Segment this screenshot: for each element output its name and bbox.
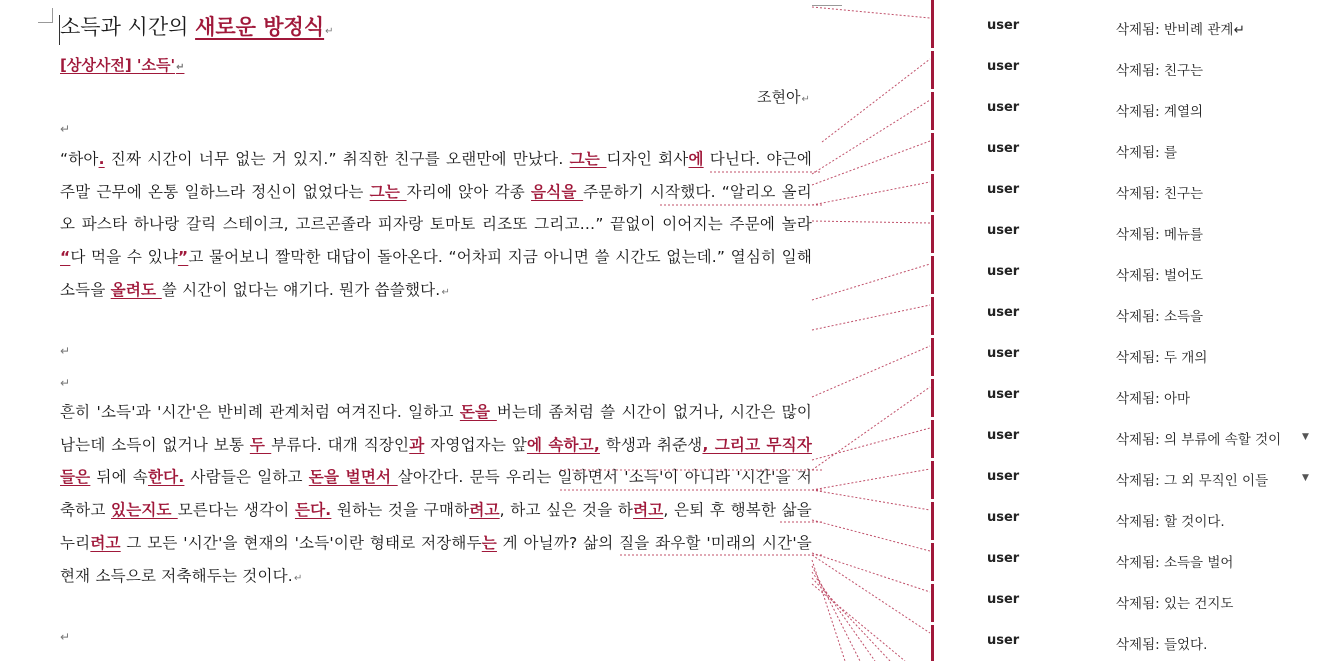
- inserted-text: 려고: [633, 501, 664, 520]
- comment-author: user: [987, 469, 1020, 484]
- body-paragraph-1[interactable]: [60, 143, 812, 310]
- markup-bar-gap: [931, 458, 934, 461]
- body-text: 살아간다. 문득 우리는 일하면서 '소득'이 아니라 '시간'을 저축하고: [60, 468, 813, 520]
- comment-text: 삭제됨: 의 부류에 속할 것이: [1116, 432, 1282, 448]
- comment-balloon[interactable]: [940, 59, 1325, 95]
- comment-balloon[interactable]: [940, 469, 1325, 505]
- inserted-text: .: [98, 150, 105, 168]
- comment-balloon[interactable]: [940, 551, 1325, 587]
- markup-bar-gap: [931, 622, 934, 625]
- body-text: , 은퇴 후 행복한 삶을 누리: [60, 501, 812, 552]
- paragraph-mark-icon: ↵: [325, 26, 334, 37]
- comment-text: 삭제됨: 친구는: [1116, 63, 1204, 79]
- inserted-text: 든다.: [294, 501, 332, 520]
- inserted-text: 에 속하고,: [526, 435, 600, 454]
- triangle-down-icon[interactable]: ▼: [1302, 473, 1309, 483]
- inserted-text: 려고: [469, 501, 500, 520]
- empty-paragraph-mark: ↵: [60, 344, 71, 358]
- body-text: 다닌다. 야근에 주말 근무에 온통 일하느라 정신이 없었다는: [60, 150, 812, 201]
- page-corner-mark-right: [812, 0, 842, 6]
- body-text: 자영업자는 앞: [424, 435, 527, 454]
- comment-text: 삭제됨: 계열의: [1116, 104, 1204, 120]
- inserted-text: 려고: [90, 533, 121, 552]
- inserted-text: 음식을: [531, 182, 584, 201]
- comment-author: user: [987, 18, 1020, 33]
- body-paragraph-2[interactable]: [60, 396, 812, 595]
- document-title[interactable]: [60, 12, 334, 47]
- body-text: 진짜 시간이 너무 없는 거 있지.” 취직한 친구를 오랜만에 만났다.: [104, 150, 570, 168]
- paragraph-mark-icon: ↵: [293, 572, 303, 584]
- comment-author: user: [987, 346, 1020, 361]
- body-text: 흔히 '소득'과 '시간'은 반비례 관계처럼 여겨진다. 일하고: [60, 403, 460, 421]
- body-text: “하아: [60, 150, 99, 168]
- comment-balloon[interactable]: [940, 182, 1325, 218]
- comment-balloon[interactable]: [940, 387, 1325, 423]
- markup-bar-gap: [931, 212, 934, 215]
- comment-text: 삭제됨: 아마: [1116, 391, 1191, 407]
- empty-paragraph-mark: ↵: [60, 376, 71, 390]
- empty-paragraph-mark: ↵: [60, 122, 71, 136]
- comment-balloon[interactable]: [940, 592, 1325, 628]
- comment-author: user: [987, 633, 1020, 648]
- markup-bar-gap: [931, 499, 934, 502]
- author-text: 조현아: [757, 88, 801, 106]
- markup-bar-gap: [931, 48, 934, 51]
- comment-text: 삭제됨: 소득을: [1116, 309, 1204, 325]
- markup-pane-bar: [931, 0, 934, 661]
- body-text: 사람들은 일하고: [184, 468, 309, 487]
- comment-author: user: [987, 387, 1020, 402]
- comment-author: user: [987, 182, 1020, 197]
- body-text: 부류다. 대개 직장인: [271, 435, 410, 454]
- comment-text: 삭제됨: 벌어도: [1116, 268, 1204, 284]
- comment-text: 삭제됨: 반비례 관계↵: [1116, 22, 1245, 38]
- markup-bar-gap: [931, 130, 934, 133]
- body-text: 주문하기 시작했다. “알리오 올리오 파스타 하나랑 갈릭 스테이크, 고르곤졸라 피자랑 토마토 리조또 그리고…” 끝없이 이어지는 주문에 놀라: [60, 182, 812, 234]
- paragraph-mark-icon: ↵: [441, 286, 451, 298]
- inserted-text: 돈을: [459, 403, 497, 421]
- markup-bar-gap: [931, 663, 934, 666]
- document-subtitle[interactable]: [60, 54, 184, 75]
- comment-author: user: [987, 264, 1020, 279]
- comment-author: user: [987, 59, 1020, 74]
- markup-bar-gap: [931, 376, 934, 379]
- comment-text: 삭제됨: 할 것이다.: [1116, 514, 1225, 530]
- comment-author: user: [987, 428, 1020, 443]
- markup-bar-gap: [931, 294, 934, 297]
- comment-balloon[interactable]: [940, 305, 1325, 341]
- title-text: 소득과 시간의: [60, 15, 196, 39]
- markup-bar-gap: [931, 540, 934, 543]
- body-text: 모른다는 생각이: [177, 501, 295, 520]
- page-corner-mark: [38, 8, 53, 23]
- comment-text: 삭제됨: 들었다.: [1116, 637, 1208, 653]
- comment-author: user: [987, 141, 1020, 156]
- comment-balloon[interactable]: [940, 510, 1325, 546]
- body-text: 원하는 것을 구매하: [331, 501, 470, 520]
- body-text: 게 아닐까? 삶의 질을 좌우할 '미래의 시간'을 현재 소득으로 저축해두는 것이다.: [60, 533, 812, 585]
- comment-text: 삭제됨: 친구는: [1116, 186, 1204, 202]
- inserted-text: 두: [249, 435, 272, 454]
- comment-balloon[interactable]: [940, 141, 1325, 177]
- body-text: 버는데 좀처럼 쓸 시간이 없거나, 시간은 많이 남는데 소득이 없거나 보통: [60, 403, 812, 454]
- markup-bar-gap: [931, 89, 934, 92]
- comments-pane: [940, 0, 1325, 661]
- markup-bar-gap: [931, 335, 934, 338]
- comment-author: user: [987, 510, 1020, 525]
- comment-text: 삭제됨: 두 개의: [1116, 350, 1208, 366]
- markup-bar-gap: [931, 417, 934, 420]
- comment-author: user: [987, 305, 1020, 320]
- comment-balloon[interactable]: [940, 18, 1325, 54]
- comment-author: user: [987, 223, 1020, 238]
- comment-balloon[interactable]: [940, 633, 1325, 669]
- inserted-text: 그는: [369, 182, 407, 201]
- inserted-text: ”: [177, 248, 189, 267]
- comment-text: 삭제됨: 있는 건지도: [1116, 596, 1234, 612]
- triangle-down-icon[interactable]: ▼: [1302, 432, 1309, 442]
- comment-balloon[interactable]: [940, 264, 1325, 300]
- subtitle-text: [상상사전] '소득': [60, 56, 176, 74]
- comment-balloon[interactable]: [940, 223, 1325, 259]
- markup-bar-gap: [931, 581, 934, 584]
- inserted-text: 는: [481, 533, 497, 552]
- markup-bar-gap: [931, 253, 934, 256]
- inserted-text: , 그리고 무직자들은: [60, 435, 812, 487]
- inserted-text: 한다.: [147, 468, 185, 487]
- inserted-text: 돈을 벌면서: [308, 468, 398, 487]
- body-text: 뒤에 속: [90, 468, 148, 487]
- inserted-text: 올려도: [110, 280, 162, 299]
- body-text: 학생과 취준생: [599, 435, 703, 454]
- title-inserted-text: 새로운 방정식: [195, 15, 325, 39]
- body-text: 디자인 회사: [606, 150, 689, 168]
- body-text: , 하고 싶은 것을 하: [499, 501, 634, 520]
- comment-balloon[interactable]: [940, 428, 1325, 464]
- inserted-text: 과: [409, 435, 425, 454]
- body-text: 쓸 시간이 없다는 얘기다. 뭔가 씁쓸했다.: [161, 280, 441, 299]
- comment-text: 삭제됨: 를: [1116, 145, 1178, 161]
- markup-bar-gap: [931, 171, 934, 174]
- comment-text: 삭제됨: 메뉴를: [1116, 227, 1204, 243]
- inserted-text: “: [60, 248, 71, 267]
- body-text: 다 먹을 수 있냐: [70, 248, 178, 267]
- comment-author: user: [987, 100, 1020, 115]
- comment-balloon[interactable]: [940, 346, 1325, 382]
- comment-text: 삭제됨: 소득을 벌어: [1116, 555, 1234, 571]
- body-text: 자리에 앉아 각종: [406, 182, 532, 201]
- comment-balloon[interactable]: [940, 100, 1325, 136]
- empty-paragraph-mark: ↵: [60, 630, 71, 644]
- paragraph-mark-icon: ↵: [176, 62, 185, 73]
- inserted-text: 그는: [569, 150, 607, 168]
- comment-text: 삭제됨: 그 외 무직인 이들: [1116, 473, 1269, 489]
- comment-author: user: [987, 551, 1020, 566]
- inserted-text: 에: [688, 150, 704, 168]
- comment-author: user: [987, 592, 1020, 607]
- paragraph-mark-icon: ↵: [801, 94, 810, 105]
- inserted-text: 있는지도: [111, 501, 178, 520]
- body-text: 그 모든 '시간'을 현재의 '소득'이란 형태로 저장해두: [120, 533, 482, 552]
- body-text: 고 물어보니 짤막한 대답이 돌아온다. “어차피 지금 아니면 쓸 시간도 없는데.” 열심히 일해 소득을: [60, 248, 813, 299]
- document-author[interactable]: [757, 86, 810, 107]
